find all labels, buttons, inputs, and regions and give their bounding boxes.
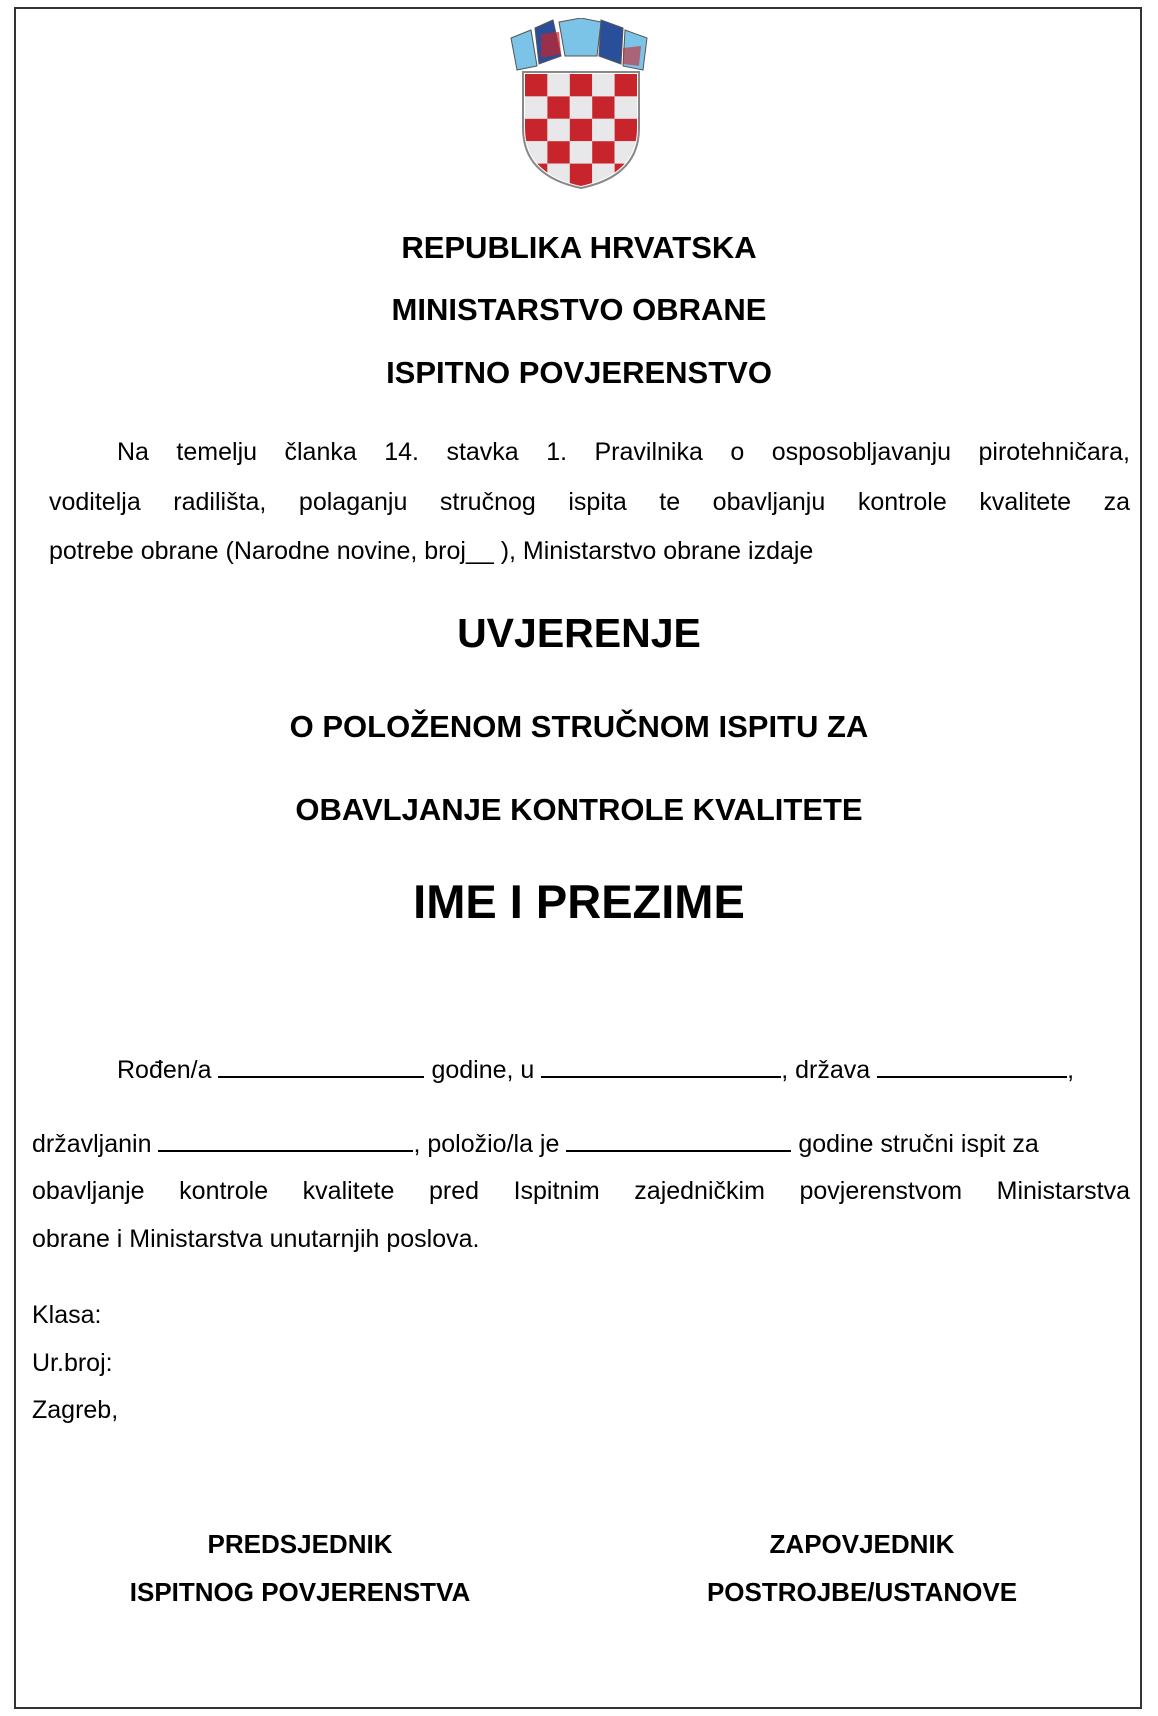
intro-line-3: potrebe obrane (Narodne novine, broj__ ), Ministarstvo obrane izdaje [49, 537, 814, 565]
shield-square [592, 74, 614, 96]
place-label: Zagreb, [32, 1396, 119, 1424]
shield-square [525, 74, 547, 96]
comma: , [1067, 1056, 1075, 1084]
shield-square [547, 96, 569, 118]
klasa-label: Klasa: [32, 1301, 102, 1329]
shield-square [570, 119, 592, 141]
shield-square [570, 74, 592, 96]
certificate-title: UVJERENJE [457, 610, 701, 656]
birth-line [117, 1054, 1074, 1085]
signature-right [612, 1520, 1112, 1616]
shield-square [570, 164, 592, 186]
signature-left [50, 1520, 550, 1616]
signature-right-subtitle: POSTROJBE/USTANOVE [706, 1577, 1018, 1607]
body-line-4: obrane i Ministarstva unutarnjih poslova. [32, 1225, 480, 1253]
birth-date-field[interactable] [218, 1054, 424, 1078]
shield-square [547, 141, 569, 163]
shield-square [592, 96, 614, 118]
country-field[interactable] [877, 1054, 1067, 1078]
shield-square [525, 96, 547, 118]
intro-line-1: Na temelju članka 14. stavka 1. Pravilnika o osposobljavanju pirotehničara, [117, 438, 1130, 466]
body-line-3: obavljanje kontrole kvalitete pred Ispitnim zajedničkim povjerenstvom Ministarstva [32, 1177, 1130, 1205]
citizen-label: državljanin [32, 1130, 152, 1158]
header-republic: REPUBLIKA HRVATSKA [401, 230, 757, 265]
coat-of-arms-icon [507, 18, 655, 190]
citizenship-line [32, 1128, 1039, 1159]
born-label: Rođen/a [117, 1056, 212, 1084]
citizenship-field[interactable] [158, 1128, 413, 1152]
recipient-name: IME I PREZIME [413, 875, 745, 928]
shield-square [525, 119, 547, 141]
certificate-subtitle-1: O POLOŽENOM STRUČNOM ISPITU ZA [289, 709, 869, 744]
year-in-label: godine, u [431, 1056, 535, 1084]
shield-square [615, 74, 637, 96]
birth-place-field[interactable] [541, 1054, 781, 1078]
shield-square [615, 119, 637, 141]
signature-right-title: ZAPOVJEDNIK [769, 1529, 955, 1559]
passed-label: , položio/la je [413, 1130, 560, 1158]
shield-square [547, 74, 569, 96]
signature-left-subtitle: ISPITNOG POVJERENSTVA [129, 1577, 471, 1607]
shield-square [570, 96, 592, 118]
signature-left-title: PREDSJEDNIK [207, 1529, 393, 1559]
certificate-subtitle-2: OBAVLJANJE KONTROLE KVALITETE [295, 792, 863, 827]
intro-line-2: voditelja radilišta, polaganju stručnog ispita te obavljanju kontrole kvalitete za [49, 488, 1130, 516]
exam-label: godine stručni ispit za [798, 1130, 1039, 1158]
exam-date-field[interactable] [566, 1128, 791, 1152]
shield-square [592, 141, 614, 163]
shield-square [592, 119, 614, 141]
country-label: , država [781, 1056, 871, 1084]
header-ministry: MINISTARSTVO OBRANE [391, 292, 767, 327]
shield-square [547, 119, 569, 141]
shield-square [570, 141, 592, 163]
urbroj-label: Ur.broj: [32, 1349, 113, 1377]
header-commission: ISPITNO POVJERENSTVO [386, 355, 772, 390]
shield-square [615, 96, 637, 118]
